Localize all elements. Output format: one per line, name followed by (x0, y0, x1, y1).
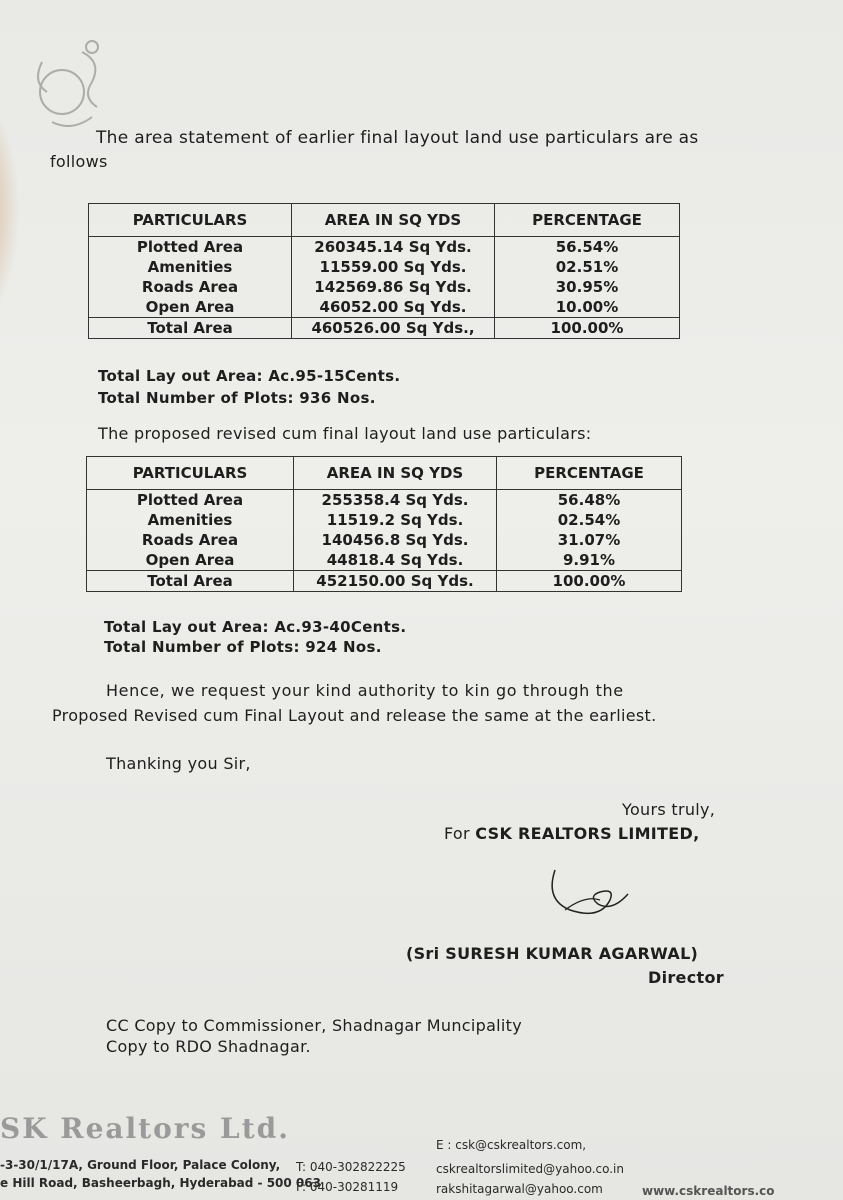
table-row (87, 490, 682, 511)
signatory-name: (Sri SURESH KUMAR AGARWAL) (406, 944, 699, 963)
earlier-layout-table (88, 203, 680, 339)
footer-website: www.cskrealtors.co (642, 1184, 775, 1198)
row-particular: Amenities (89, 257, 292, 277)
total-area: 452150.00 Sq Yds. (294, 571, 497, 592)
row-particular: Open Area (89, 297, 292, 318)
footer-phone: T: 040-302822225 (296, 1160, 406, 1174)
row-area: 11519.2 Sq Yds. (294, 510, 497, 530)
company-seal-icon (22, 32, 117, 137)
footer-email-2: cskrealtorslimited@yahoo.co.in (436, 1162, 624, 1176)
layout2-area: Total Lay out Area: Ac.93-40Cents. (104, 618, 407, 636)
table-row (87, 530, 682, 550)
table-row (87, 550, 682, 571)
total-row (87, 571, 682, 592)
row-area: 142569.86 Sq Yds. (292, 277, 495, 297)
footer-address-1: -3-30/1/17A, Ground Floor, Palace Colony, (0, 1158, 281, 1172)
footer-fax: F: 040-30281119 (296, 1180, 399, 1194)
row-area: 11559.00 Sq Yds. (292, 257, 495, 277)
row-area: 46052.00 Sq Yds. (292, 297, 495, 318)
header-area: AREA IN SQ YDS (292, 204, 495, 237)
total-row (89, 318, 680, 339)
row-area: 255358.4 Sq Yds. (294, 490, 497, 511)
header-percentage: PERCENTAGE (495, 204, 680, 237)
row-particular: Roads Area (87, 530, 294, 550)
footer-email-3: rakshitagarwal@yahoo.com (436, 1182, 603, 1196)
page-shadow (0, 80, 20, 340)
layout1-area: Total Lay out Area: Ac.95-15Cents. (98, 367, 401, 385)
row-percentage: 9.91% (497, 550, 682, 571)
intro-text-continued: follows (50, 152, 108, 171)
row-percentage: 10.00% (495, 297, 680, 318)
total-percentage: 100.00% (497, 571, 682, 592)
proposed-text: The proposed revised cum final layout land use particulars: (98, 424, 592, 443)
row-particular: Plotted Area (89, 237, 292, 258)
row-area: 44818.4 Sq Yds. (294, 550, 497, 571)
footer-logo: SK Realtors Ltd. (0, 1112, 290, 1145)
total-particular: Total Area (89, 318, 292, 339)
header-particulars: PARTICULARS (87, 457, 294, 490)
row-percentage: 31.07% (497, 530, 682, 550)
signature-icon (535, 860, 645, 930)
table-row (89, 257, 680, 277)
header-particulars: PARTICULARS (89, 204, 292, 237)
total-area: 460526.00 Sq Yds., (292, 318, 495, 339)
table-row (87, 510, 682, 530)
designation: Director (648, 968, 724, 987)
layout1-plots: Total Number of Plots: 936 Nos. (98, 389, 376, 407)
thanks: Thanking you Sir, (106, 754, 251, 773)
cc-rdo: Copy to RDO Shadnagar. (106, 1037, 311, 1056)
row-percentage: 02.51% (495, 257, 680, 277)
company-name: CSK REALTORS LIMITED, (475, 824, 700, 843)
row-percentage: 56.48% (497, 490, 682, 511)
request-line-1: Hence, we request your kind authority to kin go through the (106, 681, 624, 700)
row-particular: Roads Area (89, 277, 292, 297)
row-particular: Amenities (87, 510, 294, 530)
layout2-plots: Total Number of Plots: 924 Nos. (104, 638, 382, 656)
row-percentage: 02.54% (497, 510, 682, 530)
header-percentage: PERCENTAGE (497, 457, 682, 490)
table-row (89, 297, 680, 318)
cc-commissioner: CC Copy to Commissioner, Shadnagar Muncipality (106, 1016, 523, 1035)
for-prefix: For (444, 824, 476, 843)
footer-address-2: e Hill Road, Basheerbagh, Hyderabad - 500 063 (0, 1176, 321, 1190)
row-particular: Open Area (87, 550, 294, 571)
total-particular: Total Area (87, 571, 294, 592)
intro-text: The area statement of earlier final layout land use particulars are as (96, 128, 699, 148)
request-line-2: Proposed Revised cum Final Layout and release the same at the earliest. (52, 706, 657, 725)
proposed-layout-table (86, 456, 682, 592)
header-area: AREA IN SQ YDS (294, 457, 497, 490)
row-area: 140456.8 Sq Yds. (294, 530, 497, 550)
row-percentage: 56.54% (495, 237, 680, 258)
table-row (89, 277, 680, 297)
table-row (89, 237, 680, 258)
for-company (444, 824, 699, 843)
row-percentage: 30.95% (495, 277, 680, 297)
row-particular: Plotted Area (87, 490, 294, 511)
footer-email-1: E : csk@cskrealtors.com, (436, 1138, 587, 1152)
total-percentage: 100.00% (495, 318, 680, 339)
row-area: 260345.14 Sq Yds. (292, 237, 495, 258)
closing: Yours truly, (622, 800, 716, 819)
